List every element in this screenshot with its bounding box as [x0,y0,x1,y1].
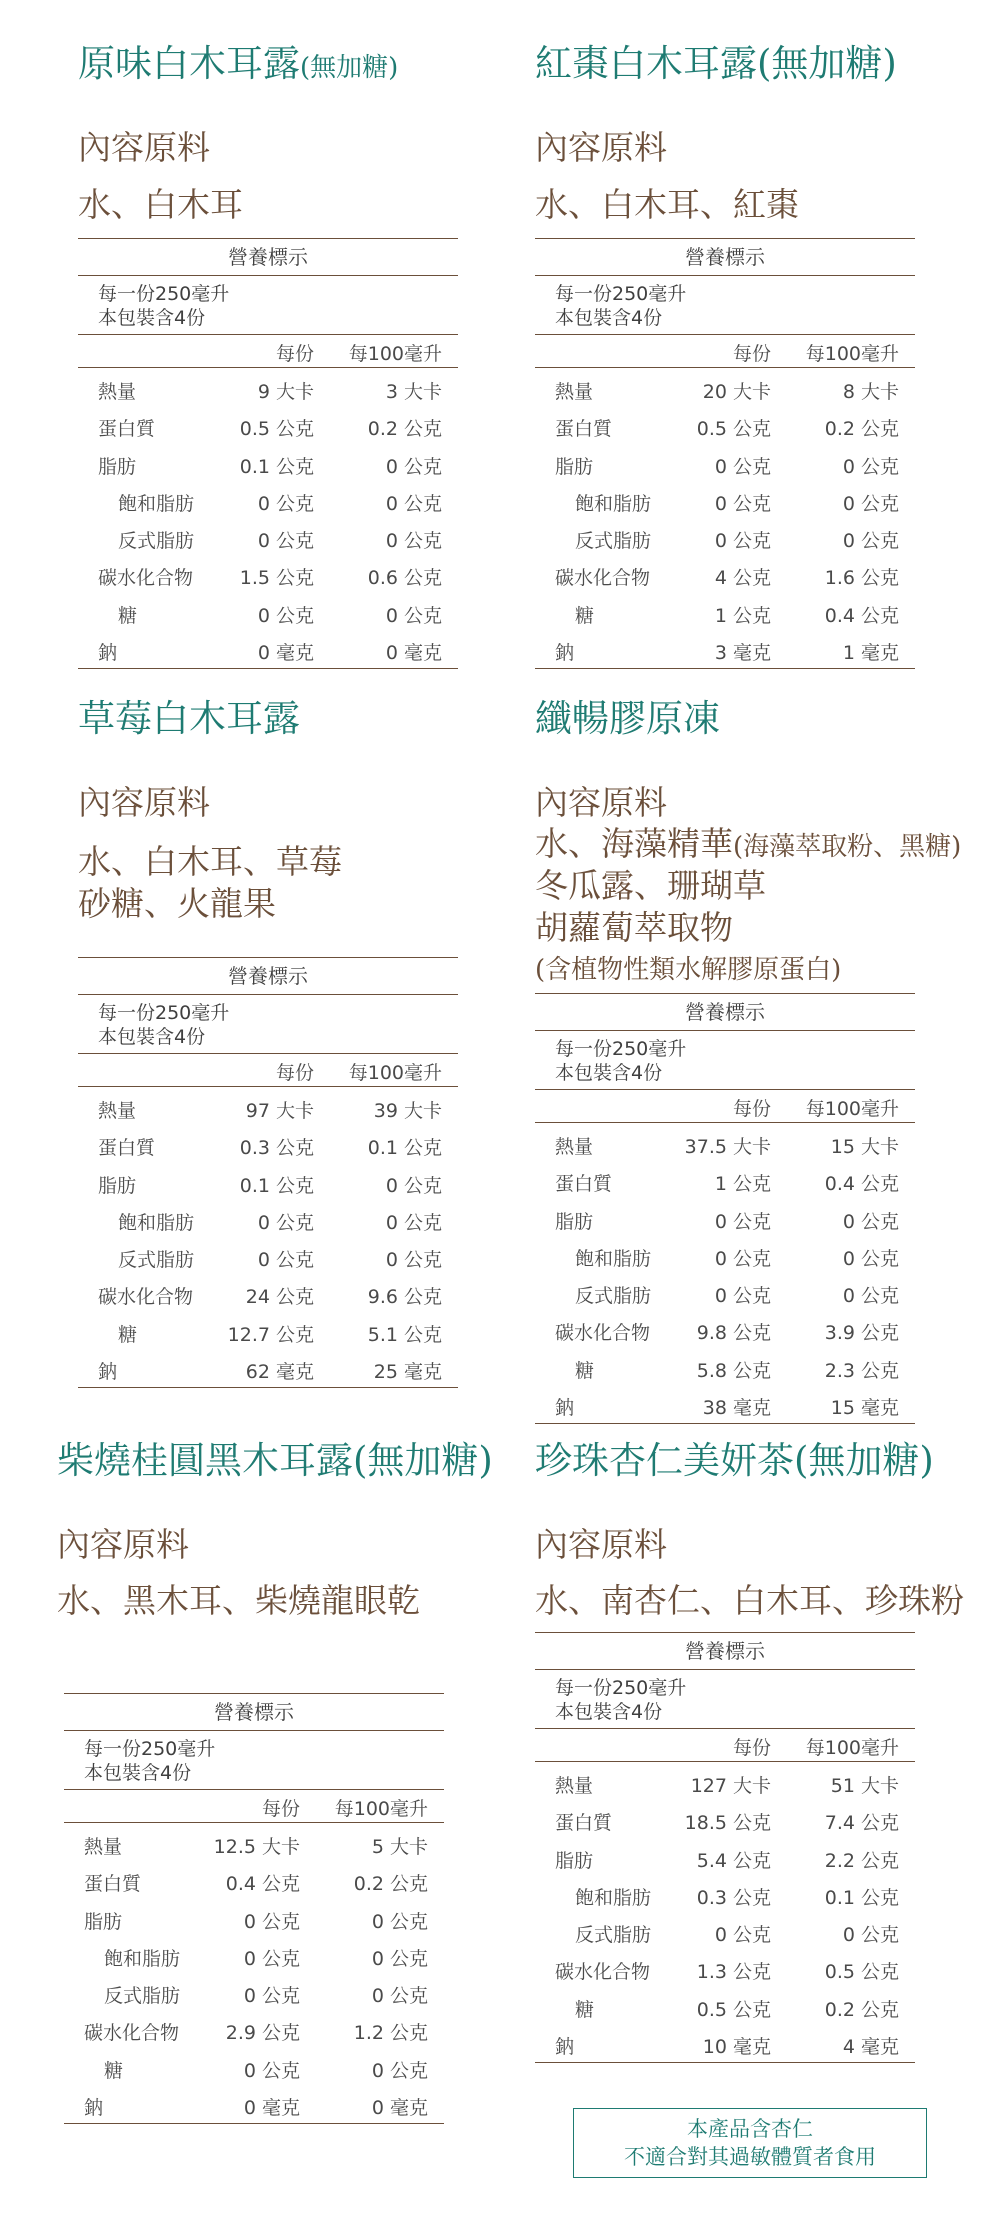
nutrition-row [535,1950,915,1987]
per-100ml-value: 0 公克 [371,1910,428,1933]
per-serving-value: 0 公克 [714,492,771,515]
nutrition-header: 營養標示 [64,1693,444,1731]
nutrition-table [78,957,458,1388]
nutrient-label: 飽和脂肪 [575,1886,652,1909]
per-serving-value: 0 公克 [243,1910,300,1933]
nutrition-table [535,1632,915,2063]
nutrient-label: 蛋白質 [98,1137,156,1160]
per-100ml-value: 2.2 公克 [824,1849,899,1872]
col-per-100ml: 每100毫升 [348,343,442,365]
per-serving-value: 0 毫克 [257,642,314,665]
col-per-100ml: 每100毫升 [805,1098,899,1120]
serving-size: 每一份250毫升 [84,1738,216,1760]
col-per-serving: 每份 [732,343,771,365]
nutrition-row [535,1200,915,1237]
nutrient-label: 鈉 [98,642,118,665]
product-title: 珍珠杏仁美妍茶(無加糖) [535,1439,934,1482]
col-per-100ml: 每100毫升 [805,1737,899,1759]
per-100ml-value: 5.1 公克 [367,1323,442,1346]
nutrient-label: 脂肪 [98,455,137,478]
nutrient-label: 鈉 [98,1361,118,1384]
nutrition-row [64,2011,444,2048]
per-100ml-value: 15 毫克 [830,1397,899,1420]
per-100ml-value: 7.4 公克 [824,1812,899,1835]
product-title: 原味白木耳露(無加糖) [78,42,399,85]
per-100ml-value: 0.2 公克 [824,1998,899,2021]
nutrition-row [535,1237,915,1274]
per-100ml-value: 1 毫克 [842,642,899,665]
per-100ml-value: 0 毫克 [385,642,442,665]
nutrition-row [535,1162,915,1199]
nutrient-label: 熱量 [555,1136,594,1158]
nutrition-table [535,993,915,1424]
nutrient-label: 碳水化合物 [555,1961,651,1984]
nutrient-label: 鈉 [555,2036,575,2059]
per-serving-value: 20 大卡 [702,381,771,403]
per-serving-value: 18.5 公克 [684,1812,771,1835]
nutrition-row [64,1900,444,1937]
nutrient-label: 熱量 [555,381,594,403]
per-100ml-value: 0.2 公克 [353,1873,428,1896]
col-per-serving: 每份 [732,1737,771,1759]
per-serving-value: 1 公克 [714,1173,771,1196]
servings-per-pack: 本包裝含4份 [555,1062,663,1084]
ingredients-text: 水、海藻精華(海藻萃取粉、黑糖) [535,824,962,863]
serving-info [535,1031,915,1090]
col-per-serving: 每份 [275,1062,314,1084]
nutrient-label: 反式脂肪 [575,1285,652,1308]
per-serving-value: 0 公克 [714,1924,771,1947]
nutrition-row [535,407,915,444]
ingredients-heading: 內容原料 [535,783,667,822]
serving-size: 每一份250毫升 [555,283,687,305]
nutrition-row [78,519,458,556]
nutrient-label: 熱量 [98,1100,137,1122]
per-serving-value: 0.5 公克 [696,1998,771,2021]
per-serving-value: 1.5 公克 [239,567,314,590]
product-block [535,695,975,1435]
per-100ml-value: 0 公克 [371,1985,428,2008]
nutrient-label: 鈉 [555,642,575,665]
nutrient-label: 糖 [118,604,138,627]
nutrient-label: 蛋白質 [555,1812,613,1835]
per-100ml-value: 1.6 公克 [824,567,899,590]
per-100ml-value: 0 公克 [371,2059,428,2082]
column-header-row [78,335,458,368]
nutrition-header: 營養標示 [78,238,458,276]
serving-size: 每一份250毫升 [98,1002,230,1024]
nutrition-row [78,1201,458,1238]
nutrition-row [78,445,458,482]
per-serving-value: 1.3 公克 [696,1961,771,1984]
nutrition-row [535,556,915,593]
per-serving-value: 10 毫克 [702,2036,771,2059]
per-100ml-value: 0.1 公克 [824,1886,899,1909]
nutrition-row [535,1349,915,1386]
nutrition-row [64,2086,444,2124]
nutrient-label: 蛋白質 [84,1873,142,1896]
per-100ml-value: 0 公克 [842,1210,899,1233]
per-100ml-value: 0.1 公克 [367,1137,442,1160]
nutrition-row [78,1238,458,1275]
nutrition-row [64,1937,444,1974]
servings-per-pack: 本包裝含4份 [98,1026,206,1048]
ingredients-text: 胡蘿蔔萃取物 [535,908,733,947]
per-serving-value: 0.1 公克 [239,1174,314,1197]
per-100ml-value: 0.5 公克 [824,1961,899,1984]
nutrition-row [535,1764,915,1801]
per-serving-value: 127 大卡 [690,1775,771,1797]
per-serving-value: 0.5 公克 [696,418,771,441]
serving-size: 每一份250毫升 [98,283,230,305]
ingredients-text: 水、黑木耳、柴燒龍眼乾 [57,1581,420,1620]
nutrition-row [535,1274,915,1311]
per-serving-value: 0 公克 [714,530,771,553]
nutrition-row [78,407,458,444]
product-block [78,40,498,680]
nutrient-label: 脂肪 [555,1210,594,1233]
notice-line: 本產品含杏仁 [687,2117,813,2141]
per-100ml-value: 0.4 公克 [824,1173,899,1196]
servings-per-pack: 本包裝含4份 [555,1701,663,1723]
ingredients-heading: 內容原料 [57,1525,189,1564]
nutrition-table [535,238,915,669]
per-serving-value: 0.5 公克 [239,418,314,441]
ingredients-text: (含植物性類水解膠原蛋白) [535,955,842,985]
col-per-100ml: 每100毫升 [334,1798,428,1820]
ingredients-text: 冬瓜露、珊瑚草 [535,866,766,905]
nutrition-row [535,482,915,519]
per-100ml-value: 0.2 公克 [824,418,899,441]
nutrition-row [78,1350,458,1388]
nutrition-row [535,2025,915,2063]
per-100ml-value: 0 公克 [385,1174,442,1197]
per-serving-value: 0 毫克 [243,2097,300,2120]
per-100ml-value: 0 公克 [385,604,442,627]
nutrition-row [535,370,915,407]
column-header-row [64,1790,444,1823]
ingredients-text: 水、白木耳、草莓 [78,842,342,881]
nutrition-row [535,594,915,631]
col-per-100ml: 每100毫升 [348,1062,442,1084]
ingredients-heading: 內容原料 [535,128,667,167]
nutrient-label: 脂肪 [84,1910,123,1933]
nutrition-row [535,445,915,482]
nutrition-row [78,631,458,669]
product-block [535,1437,975,2077]
per-100ml-value: 0 公克 [842,1285,899,1308]
nutrition-row [535,1125,915,1162]
nutrient-label: 蛋白質 [555,1173,613,1196]
serving-info [78,276,458,335]
nutrition-row [64,1974,444,2011]
per-serving-value: 0 公克 [714,1285,771,1308]
nutrient-label: 脂肪 [98,1174,137,1197]
per-100ml-value: 2.3 公克 [824,1359,899,1382]
per-serving-value: 3 毫克 [714,642,771,665]
nutrient-label: 糖 [575,604,595,627]
serving-info [78,995,458,1054]
per-serving-value: 0 公克 [714,455,771,478]
nutrient-label: 反式脂肪 [575,1924,652,1947]
per-serving-value: 9.8 公克 [696,1322,771,1345]
serving-info [535,1670,915,1729]
ingredients-text: 水、白木耳 [78,185,243,224]
serving-info [535,276,915,335]
per-100ml-value: 0 公克 [842,1247,899,1270]
ingredients-heading: 內容原料 [535,1525,667,1564]
nutrient-label: 碳水化合物 [98,1286,194,1309]
nutrition-header: 營養標示 [78,957,458,995]
nutrient-label: 碳水化合物 [84,2022,180,2045]
nutrient-label: 反式脂肪 [118,530,195,553]
servings-per-pack: 本包裝含4份 [98,307,206,329]
nutrient-label: 熱量 [84,1836,123,1858]
per-100ml-value: 0 公克 [385,1249,442,1272]
ingredients-heading: 內容原料 [78,128,210,167]
notice-line: 不適合對其過敏體質者食用 [624,2145,876,2169]
per-100ml-value: 25 毫克 [373,1361,442,1384]
ingredients-text: 水、南杏仁、白木耳、珍珠粉 [535,1581,964,1620]
per-serving-value: 0 公克 [243,1947,300,1970]
nutrient-label: 飽和脂肪 [104,1947,181,1970]
per-serving-value: 2.9 公克 [225,2022,300,2045]
per-100ml-value: 0 公克 [842,530,899,553]
per-100ml-value: 0.4 公克 [824,604,899,627]
per-100ml-value: 0 毫克 [371,2097,428,2120]
per-100ml-value: 3 大卡 [385,381,442,403]
nutrition-row [78,594,458,631]
nutrient-label: 熱量 [98,381,137,403]
nutrition-row [78,482,458,519]
allergen-notice [573,2108,927,2178]
nutrient-label: 反式脂肪 [104,1985,181,2008]
nutrient-label: 飽和脂肪 [118,1211,195,1234]
per-serving-value: 9 大卡 [257,381,314,403]
per-100ml-value: 0 公克 [842,492,899,515]
col-per-serving: 每份 [275,343,314,365]
nutrient-label: 反式脂肪 [118,1249,195,1272]
nutrition-row [535,1876,915,1913]
per-serving-value: 62 毫克 [245,1361,314,1384]
per-100ml-value: 3.9 公克 [824,1322,899,1345]
per-serving-value: 0 公克 [257,1249,314,1272]
product-title: 纖暢膠原凍 [535,697,720,740]
per-serving-value: 0 公克 [257,492,314,515]
serving-size: 每一份250毫升 [555,1038,687,1060]
nutrient-label: 飽和脂肪 [118,492,195,515]
per-serving-value: 0.4 公克 [225,1873,300,1896]
nutrient-label: 熱量 [555,1775,594,1797]
product-title: 柴燒桂圓黑木耳露(無加糖) [57,1439,493,1482]
nutrient-label: 蛋白質 [555,418,613,441]
per-100ml-value: 0 公克 [385,1211,442,1234]
per-100ml-value: 0.6 公克 [367,567,442,590]
product-title: 紅棗白木耳露(無加糖) [535,42,897,85]
per-serving-value: 37.5 大卡 [684,1136,771,1158]
per-100ml-value: 8 大卡 [842,381,899,403]
per-serving-value: 0 公克 [714,1210,771,1233]
per-100ml-value: 0 公克 [385,530,442,553]
ingredients-text: 砂糖、火龍果 [78,884,276,923]
per-serving-value: 1 公克 [714,604,771,627]
servings-per-pack: 本包裝含4份 [555,307,663,329]
nutrition-row [535,1913,915,1950]
nutrient-label: 糖 [104,2059,124,2082]
per-100ml-value: 0.2 公克 [367,418,442,441]
col-per-serving: 每份 [732,1098,771,1120]
column-header-row [78,1054,458,1087]
nutrition-row [78,370,458,407]
nutrient-label: 蛋白質 [98,418,156,441]
col-per-100ml: 每100毫升 [805,343,899,365]
per-serving-value: 24 公克 [245,1286,314,1309]
per-serving-value: 0 公克 [243,2059,300,2082]
per-100ml-value: 51 大卡 [830,1775,899,1797]
per-serving-value: 97 大卡 [245,1100,314,1122]
nutrition-row [64,2049,444,2086]
per-100ml-value: 9.6 公克 [367,1286,442,1309]
nutrition-row [535,1839,915,1876]
per-100ml-value: 1.2 公克 [353,2022,428,2045]
nutrition-row [535,1311,915,1348]
per-serving-value: 5.4 公克 [696,1849,771,1872]
per-100ml-value: 0 公克 [371,1947,428,1970]
per-serving-value: 5.8 公克 [696,1359,771,1382]
column-header-row [535,1090,915,1123]
nutrient-label: 糖 [118,1323,138,1346]
per-serving-value: 38 毫克 [702,1397,771,1420]
nutrition-header: 營養標示 [535,238,915,276]
ingredients-text: 水、白木耳、紅棗 [535,185,799,224]
per-100ml-value: 0 公克 [385,492,442,515]
per-serving-value: 0 公克 [243,1985,300,2008]
per-serving-value: 0 公克 [714,1247,771,1270]
nutrition-row [78,1089,458,1126]
nutrition-row [78,1164,458,1201]
nutrition-row [535,519,915,556]
nutrition-row [78,1313,458,1350]
product-title: 草莓白木耳露 [78,697,300,740]
product-block [78,695,498,1415]
nutrition-row [64,1862,444,1899]
nutrition-row [535,631,915,669]
nutrient-label: 脂肪 [555,455,594,478]
nutrition-row [64,1825,444,1862]
per-100ml-value: 0 公克 [385,455,442,478]
per-serving-value: 12.5 大卡 [213,1836,300,1858]
nutrient-label: 脂肪 [555,1849,594,1872]
col-per-serving: 每份 [261,1798,300,1820]
per-serving-value: 0.1 公克 [239,455,314,478]
nutrient-label: 碳水化合物 [555,567,651,590]
serving-info [64,1731,444,1790]
nutrient-label: 飽和脂肪 [575,1247,652,1270]
per-serving-value: 0 公克 [257,604,314,627]
column-header-row [535,335,915,368]
product-block [535,40,955,680]
nutrient-label: 碳水化合物 [98,567,194,590]
per-serving-value: 12.7 公克 [227,1323,314,1346]
nutrition-row [78,556,458,593]
nutrient-label: 飽和脂肪 [575,492,652,515]
per-100ml-value: 15 大卡 [830,1136,899,1158]
nutrition-table [64,1693,444,2124]
nutrition-header: 營養標示 [535,1632,915,1670]
per-serving-value: 4 公克 [714,567,771,590]
nutrient-label: 鈉 [84,2097,104,2120]
nutrient-label: 碳水化合物 [555,1322,651,1345]
nutrition-row [535,1988,915,2025]
product-block [57,1437,517,2157]
nutrition-table [78,238,458,669]
per-serving-value: 0 公克 [257,1211,314,1234]
nutrient-label: 鈉 [555,1397,575,1420]
nutrition-row [78,1275,458,1312]
per-100ml-value: 0 公克 [842,1924,899,1947]
column-header-row [535,1729,915,1762]
serving-size: 每一份250毫升 [555,1677,687,1699]
per-serving-value: 0 公克 [257,530,314,553]
per-100ml-value: 5 大卡 [371,1836,428,1858]
nutrition-row [535,1386,915,1424]
per-100ml-value: 4 毫克 [842,2036,899,2059]
servings-per-pack: 本包裝含4份 [84,1762,192,1784]
per-serving-value: 0.3 公克 [239,1137,314,1160]
nutrition-header: 營養標示 [535,993,915,1031]
nutrient-label: 糖 [575,1359,595,1382]
nutrition-row [78,1126,458,1163]
per-100ml-value: 39 大卡 [373,1100,442,1122]
nutrient-label: 反式脂肪 [575,530,652,553]
per-serving-value: 0.3 公克 [696,1886,771,1909]
nutrient-label: 糖 [575,1998,595,2021]
per-100ml-value: 0 公克 [842,455,899,478]
ingredients-heading: 內容原料 [78,783,210,822]
nutrition-row [535,1801,915,1838]
